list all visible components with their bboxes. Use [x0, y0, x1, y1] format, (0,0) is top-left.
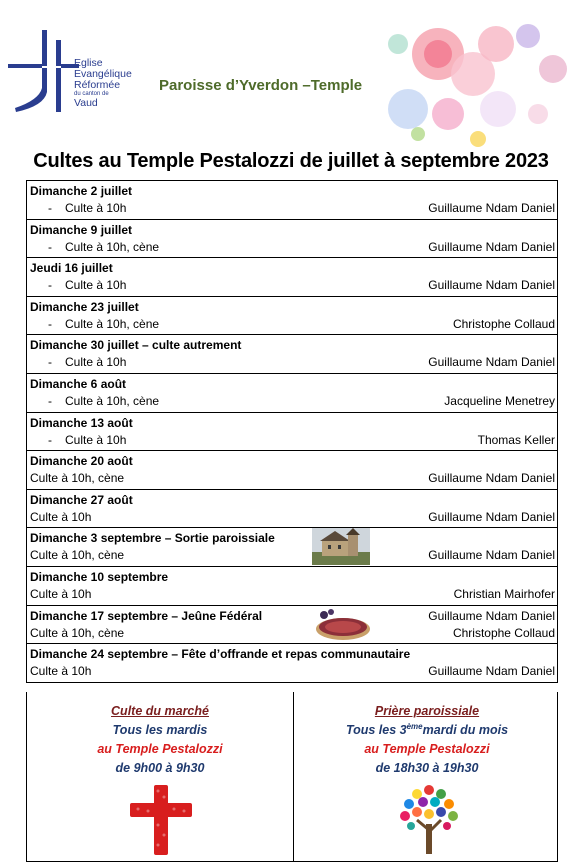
row-officiant: Guillaume Ndam Daniel [428, 471, 555, 486]
parish-prayer-frequency [294, 721, 560, 740]
row-date: Dimanche 30 juillet – culte autrement [30, 338, 242, 353]
schedule-row [26, 567, 558, 606]
row-officiant: Guillaume Ndam Daniel [428, 201, 555, 215]
logo-line: Réformée [74, 79, 121, 91]
parish-prayer-time: de 18h30 à 19h30 [375, 761, 479, 775]
page-title: Cultes au Temple Pestalozzi de juillet à septembre 2023 [33, 150, 549, 172]
row-dash: - [48, 432, 52, 447]
schedule-row [26, 606, 558, 645]
row-service: Culte à 10h [65, 355, 127, 370]
market-worship-place: au Temple Pestalozzi [97, 742, 223, 756]
row-date: Dimanche 13 août [30, 415, 133, 430]
row-date: Dimanche 9 juillet [30, 222, 133, 237]
row-dash: - [48, 278, 52, 293]
weekly-services-box [26, 692, 558, 862]
schedule-row [26, 490, 558, 529]
row-officiant: Guillaume Ndam Daniel [428, 608, 555, 623]
schedule-row [26, 297, 558, 336]
row-officiant: Christian Mairhofer [453, 586, 555, 601]
row-service: Culte à 10h [65, 432, 127, 447]
row-date: Dimanche 20 août [30, 454, 133, 469]
market-worship-panel [27, 692, 293, 862]
row-date: Jeudi 16 juillet [30, 261, 113, 276]
row-officiant: Guillaume Ndam Daniel [428, 278, 555, 293]
frequency-part: Tous les 3 [345, 723, 407, 737]
schedule-row [26, 528, 558, 567]
schedule-row [26, 374, 558, 413]
row-officiant: Guillaume Ndam Daniel [428, 355, 555, 370]
row-officiant: Thomas Keller [477, 432, 555, 447]
parish-prayer-panel [293, 692, 560, 862]
row-officiant: Guillaume Ndam Daniel [428, 509, 555, 524]
logo-line: du canton de [74, 91, 109, 97]
row-date: Dimanche 24 septembre – Fête d’offrande et repas communautaire [30, 647, 411, 662]
chateau-photo-icon [312, 528, 370, 565]
row-dash: - [48, 355, 52, 370]
logo-line: Vaud [74, 97, 98, 109]
row-service: Culte à 10h, cène [65, 316, 160, 331]
row-service: Culte à 10h, cène [30, 625, 125, 640]
row-officiant-2: Christophe Collaud [452, 625, 555, 640]
row-date: Dimanche 3 septembre – Sortie paroissiale [30, 531, 275, 546]
row-service: Culte à 10h [30, 664, 92, 679]
row-dash: - [48, 393, 52, 408]
market-worship-frequency: Tous les mardis [112, 723, 208, 737]
parish-prayer-title: Prière paroissiale [374, 704, 480, 718]
schedule-table [26, 180, 558, 683]
frequency-part: mardi du mois [422, 723, 509, 737]
row-date: Dimanche 6 août [30, 376, 127, 391]
row-date: Dimanche 10 septembre [30, 569, 169, 584]
row-dash: - [48, 201, 52, 215]
row-service: Culte à 10h [65, 201, 127, 215]
row-date: Dimanche 23 juillet [30, 299, 139, 314]
red-cross-icon [130, 785, 192, 855]
row-date: Dimanche 2 juillet [30, 184, 133, 198]
row-service: Culte à 10h, cène [65, 393, 160, 408]
row-officiant: Guillaume Ndam Daniel [428, 239, 555, 254]
tart-photo-icon [312, 607, 374, 643]
market-worship-title: Culte du marché [111, 704, 209, 718]
row-officiant: Jacqueline Menetrey [444, 393, 555, 408]
row-service: Culte à 10h, cène [30, 471, 125, 486]
row-date: Dimanche 27 août [30, 492, 133, 507]
logo-line: Evangélique [74, 68, 132, 80]
flowers-illustration-icon [378, 14, 582, 150]
schedule-row [26, 644, 558, 683]
schedule-row [26, 258, 558, 297]
parish-prayer-place: au Temple Pestalozzi [364, 742, 490, 756]
row-officiant: Christophe Collaud [452, 316, 555, 331]
row-dash: - [48, 316, 52, 331]
schedule-row [26, 181, 558, 220]
logo-line: Eglise [74, 57, 103, 69]
row-dash: - [48, 239, 52, 254]
schedule-row [26, 220, 558, 259]
row-service: Culte à 10h [30, 586, 92, 601]
market-worship-time: de 9h00 à 9h30 [115, 761, 205, 775]
row-date: Dimanche 17 septembre – Jeûne Fédéral [30, 608, 263, 623]
colorful-tree-icon [397, 780, 461, 856]
page-header [0, 0, 582, 150]
row-service: Culte à 10h [30, 509, 92, 524]
row-officiant: Guillaume Ndam Daniel [428, 548, 555, 563]
row-service: Culte à 10h, cène [65, 239, 160, 254]
parish-name: Paroisse d’Yverdon –Temple [159, 77, 363, 94]
row-service: Culte à 10h [65, 278, 127, 293]
schedule-row [26, 413, 558, 452]
schedule-row [26, 335, 558, 374]
row-service: Culte à 10h, cène [30, 548, 125, 563]
row-officiant: Guillaume Ndam Daniel [428, 664, 555, 679]
logo-text [74, 58, 132, 109]
schedule-row [26, 451, 558, 490]
frequency-superscript: ème [406, 721, 423, 731]
